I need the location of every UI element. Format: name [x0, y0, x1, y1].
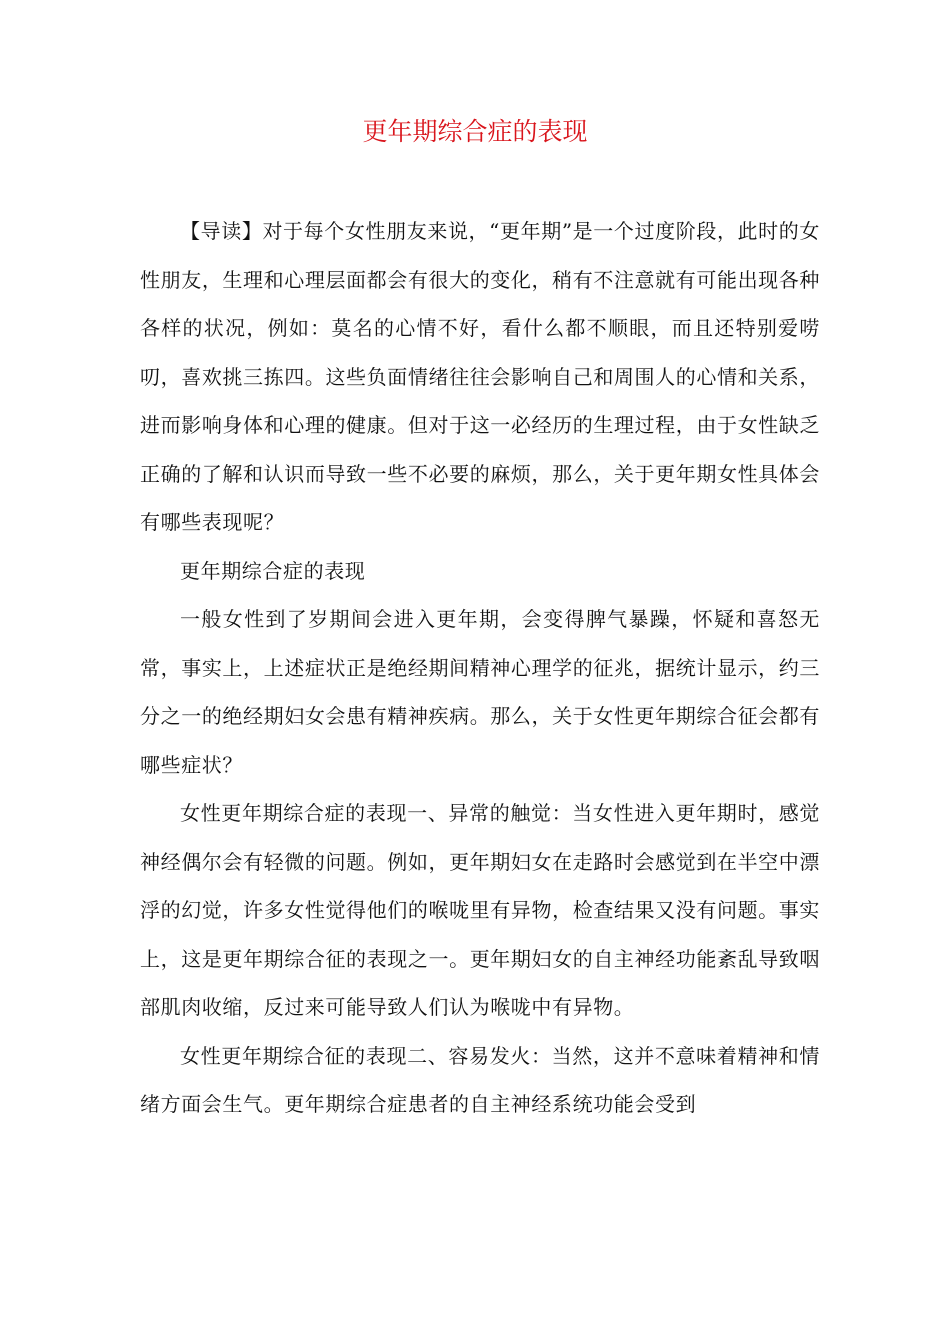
paragraph-symptom-two: 女性更年期综合征的表现二、容易发火：当然，这并不意味着精神和情绪方面会生气。更年期综合症患者的自主神经系统功能会受到: [140, 1043, 820, 1116]
paragraph-intro: 【导读】对于每个女性朋友来说，“更年期”是一个过度阶段，此时的女性朋友，生理和心理层面都会有很大的变化，稍有不注意就有可能出现各种各样的状况，例如：莫名的心情不好，看什么都不顺眼，而且还特别爱唠叨，喜欢挑三拣四。这些负面情绪往往会影响自己和周围人的心情和关系，进而影响身体和心理的健康。但对于这一必经历的生理过程，由于女性缺乏正确的了解和认识而导致一些不必要的麻烦，那么，关于更年期女性具体会有哪些表现呢？: [140, 219, 820, 534]
paragraph-general: 一般女性到了岁期间会进入更年期，会变得脾气暴躁，怀疑和喜怒无常，事实上，上述症状正是绝经期间精神心理学的征兆，据统计显示，约三分之一的绝经期妇女会患有精神疾病。那么，关于女性更年期综合征会都有哪些症状？: [140, 607, 820, 777]
document-title: 更年期综合症的表现: [362, 117, 588, 146]
paragraph-symptom-one: 女性更年期综合症的表现一、异常的触觉：当女性进入更年期时，感觉神经偶尔会有轻微的问题。例如，更年期妇女在走路时会感觉到在半空中漂浮的幻觉，许多女性觉得他们的喉咙里有异物，检查结果又没有问题。事实上，这是更年期综合征的表现之一。更年期妇女的自主神经功能紊乱导致咽部肌肉收缩，反过来可能导致人们认为喉咙中有异物。: [140, 801, 820, 1019]
document-body: [140, 207, 820, 1129]
paragraph-subheading: 更年期综合症的表现: [180, 558, 366, 583]
